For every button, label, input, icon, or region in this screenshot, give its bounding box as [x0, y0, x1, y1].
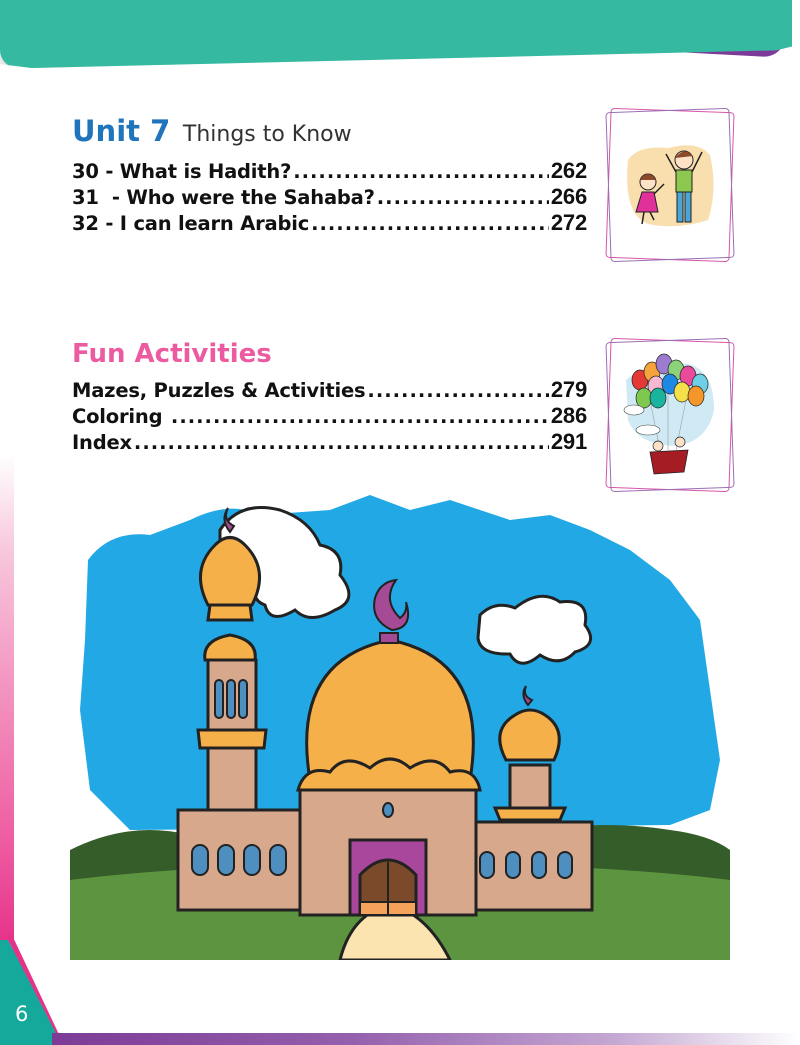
toc-entry-page: 266 [550, 184, 587, 209]
toc-entry-page: 286 [550, 403, 587, 428]
header-banner [0, 0, 792, 68]
toc-entry[interactable] [72, 429, 587, 455]
fun-toc-list [72, 377, 587, 455]
unit-title: Things to Know [182, 122, 352, 147]
dot-leader [311, 212, 549, 235]
toc-entry-page: 279 [550, 377, 587, 402]
dot-leader [171, 405, 549, 428]
toc-entry-label: 30 - What is Hadith? [72, 160, 292, 183]
unit-heading [72, 114, 352, 148]
toc-entry[interactable] [72, 184, 587, 210]
toc-entry-page: 272 [550, 210, 587, 235]
toc-entry-label: 32 - I can learn Arabic [72, 212, 310, 235]
dot-leader [377, 186, 549, 209]
toc-entry-page: 291 [550, 429, 587, 454]
dot-leader [134, 431, 549, 454]
toc-entry-label: Index [72, 431, 132, 454]
bottom-gradient-bar [52, 1033, 800, 1045]
unit-toc-list [72, 158, 587, 236]
hot-air-balloon-icon [618, 350, 722, 480]
toc-entry-label: Mazes, Puzzles & Activities [72, 379, 366, 402]
toc-entry[interactable] [72, 158, 587, 184]
fun-activities-heading: Fun Activities [72, 339, 272, 369]
toc-entry[interactable] [72, 403, 587, 429]
toc-entry[interactable] [72, 210, 587, 236]
toc-entry[interactable] [72, 377, 587, 403]
fun-thumbnail [608, 340, 732, 490]
mosque-illustration [70, 490, 730, 960]
toc-entry-label: 31 - Who were the Sahaba? [72, 186, 375, 209]
left-gradient-strip [0, 455, 14, 945]
toc-entry-page: 262 [550, 158, 587, 183]
unit-number: Unit 7 [72, 114, 171, 148]
dot-leader [293, 160, 549, 183]
children-jumping-icon [618, 120, 722, 250]
dot-leader [367, 379, 548, 402]
toc-entry-label: Coloring [72, 405, 169, 428]
page-number: 6 [15, 1002, 29, 1026]
corner-triangle [0, 940, 60, 1045]
unit-thumbnail [608, 110, 732, 260]
